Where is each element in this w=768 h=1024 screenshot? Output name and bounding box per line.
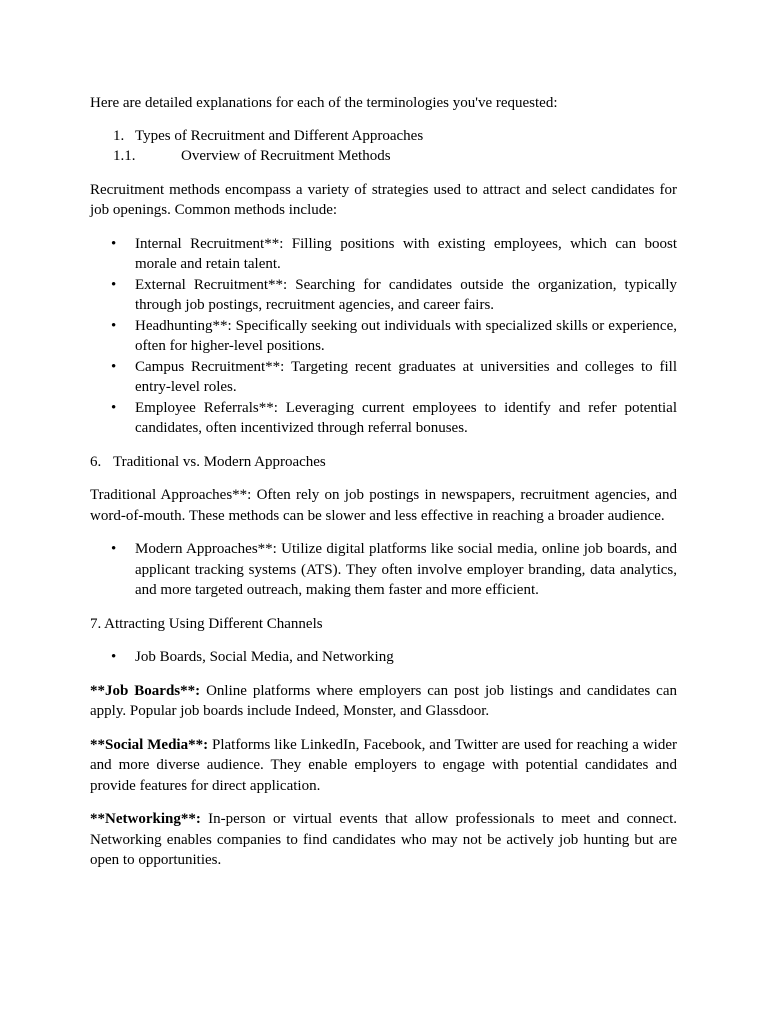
- list-item: • Headhunting**: Specifically seeking out individuals with specialized skills or experience, often for higher-level positions.: [111, 317, 677, 354]
- heading-1-1-text: Overview of Recruitment Methods: [181, 148, 391, 164]
- list-item: • External Recruitment**: Searching for candidates outside the organization, typically through job postings, recruitment agencies, and career fairs.: [111, 276, 677, 313]
- bullet-icon: •: [111, 358, 117, 375]
- heading-1: [90, 126, 677, 147]
- job-boards-paragraph: **Job Boards**: Online platforms where employers can post job listings and candidates can apply. Popular job boards include Indeed, Monster, and Glassdoor.: [90, 682, 677, 719]
- heading-7: 7. Attracting Using Different Channels: [90, 615, 323, 632]
- heading-1-1-number: 1.1.: [113, 148, 136, 164]
- list-item: • Internal Recruitment**: Filling positions with existing employees, which can boost morale and retain talent.: [111, 235, 677, 272]
- heading-1-number: 1.: [113, 127, 125, 144]
- list-item: • Campus Recruitment**: Targeting recent graduates at universities and colleges to fill entry-level roles.: [111, 358, 677, 395]
- networking-label: **Networking**:: [90, 811, 201, 827]
- methods-intro: Recruitment methods encompass a variety of strategies used to attract and select candidates for job openings. Common methods include:: [90, 181, 677, 218]
- bullet-icon: •: [111, 235, 117, 252]
- heading-1-1: [90, 146, 677, 167]
- modern-list: [90, 539, 677, 601]
- bullet-icon: •: [111, 317, 117, 334]
- bullet-icon: •: [111, 399, 117, 416]
- traditional-approaches: Traditional Approaches**: Often rely on job postings in newspapers, recruitment agencies, and word-of-mouth. These methods can be slower and less effective in reaching a broader audience.: [90, 487, 677, 524]
- bullet-icon: •: [111, 276, 117, 293]
- document-page: [90, 93, 677, 884]
- heading-6-text: Traditional vs. Modern Approaches: [113, 453, 326, 470]
- heading-1-text: Types of Recruitment and Different Approaches: [135, 127, 424, 144]
- heading-6-number: 6.: [90, 453, 102, 470]
- list-item: • Job Boards, Social Media, and Networking: [90, 647, 677, 668]
- heading-6: [90, 452, 677, 473]
- social-media-label: **Social Media**:: [90, 736, 209, 753]
- list-item: • Modern Approaches**: Utilize digital platforms like social media, online job boards, and applicant tracking systems (ATS). They often involve employer branding, data analytics, and more targeted outreach, making them faster and more efficient.: [111, 541, 677, 598]
- job-boards-label: **Job Boards**:: [90, 682, 201, 699]
- social-media-paragraph: **Social Media**: Platforms like LinkedIn, Facebook, and Twitter are used for reaching a wider and more diverse audience. They enable employers to engage with potential candidates and provide features for direct application.: [90, 736, 677, 794]
- bullet-icon: •: [111, 649, 117, 665]
- channels-list: [90, 647, 677, 668]
- list-item: • Employee Referrals**: Leveraging current employees to identify and refer potential candidates, often incentivized through referral bonuses.: [111, 399, 677, 436]
- networking-paragraph: **Networking**: In-person or virtual events that allow professionals to meet and connect. Networking enables companies to find candidates who may not be actively job hunting but are open to opportunities.: [90, 811, 677, 868]
- bullet-icon: •: [111, 541, 117, 557]
- intro-text: Here are detailed explanations for each of the terminologies you've requested:: [90, 95, 558, 111]
- methods-list: [90, 234, 677, 439]
